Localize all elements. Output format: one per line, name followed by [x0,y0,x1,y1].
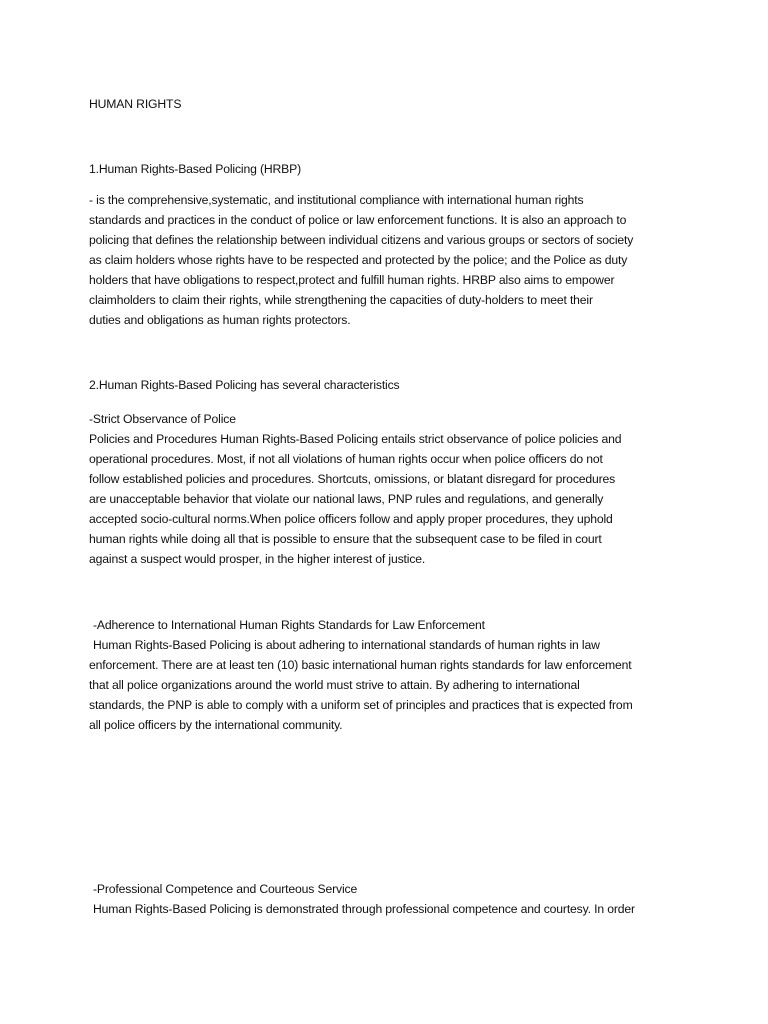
paragraph-line: - is the comprehensive,systematic, and institutional compliance with international human rights [89,193,584,207]
paragraph-line: claimholders to claim their rights, while strengthening the capacities of duty-holders to meet their [89,293,593,307]
paragraph-line: all police officers by the international community. [89,718,343,732]
paragraph-line: standards and practices in the conduct of police or law enforcement functions. It is also an approach to [89,213,627,227]
paragraph-line: follow established policies and procedures. Shortcuts, omissions, or blatant disregard for procedures [89,472,616,486]
paragraph-line: duties and obligations as human rights protectors. [89,313,351,327]
paragraph-line: enforcement. There are at least ten (10) basic international human rights standards for law enforcement [89,658,632,672]
paragraph-line: that all police organizations around the world must strive to attain. By adhering to international [89,678,580,692]
paragraph-line: Human Rights-Based Policing is demonstrated through professional competence and courtesy. In order [93,902,635,916]
section2-heading: 2.Human Rights-Based Policing has several characteristics [89,378,400,392]
characteristic-heading: -Adherence to International Human Rights Standards for Law Enforcement [93,618,485,632]
paragraph-line: against a suspect would prosper, in the higher interest of justice. [89,552,426,566]
paragraph-line: operational procedures. Most, if not all violations of human rights occur when police officers do not [89,452,603,466]
paragraph-line: holders that have obligations to respect,protect and fulfill human rights. HRBP also aims to empower [89,273,615,287]
section1-heading: 1.Human Rights-Based Policing (HRBP) [89,162,302,176]
paragraph-line: as claim holders whose rights have to be respected and protected by the police; and the Police as duty [89,253,628,267]
paragraph-line: Policies and Procedures Human Rights-Based Policing entails strict observance of police policies and [89,432,622,446]
document-title: HUMAN RIGHTS [89,97,182,111]
characteristic-heading: -Professional Competence and Courteous Service [93,882,358,896]
paragraph-line: are unacceptable behavior that violate our national laws, PNP rules and regulations, and generally [89,492,604,506]
characteristic-heading: -Strict Observance of Police [89,412,236,426]
paragraph-line: Human Rights-Based Policing is about adhering to international standards of human rights in law [93,638,600,652]
paragraph-line: policing that defines the relationship between individual citizens and various groups or sectors of society [89,233,634,247]
paragraph-line: human rights while doing all that is possible to ensure that the subsequent case to be filed in court [89,532,602,546]
paragraph-line: standards, the PNP is able to comply with a uniform set of principles and practices that is expected from [89,698,633,712]
paragraph-line: accepted socio-cultural norms.When police officers follow and apply proper procedures, they uphold [89,512,613,526]
